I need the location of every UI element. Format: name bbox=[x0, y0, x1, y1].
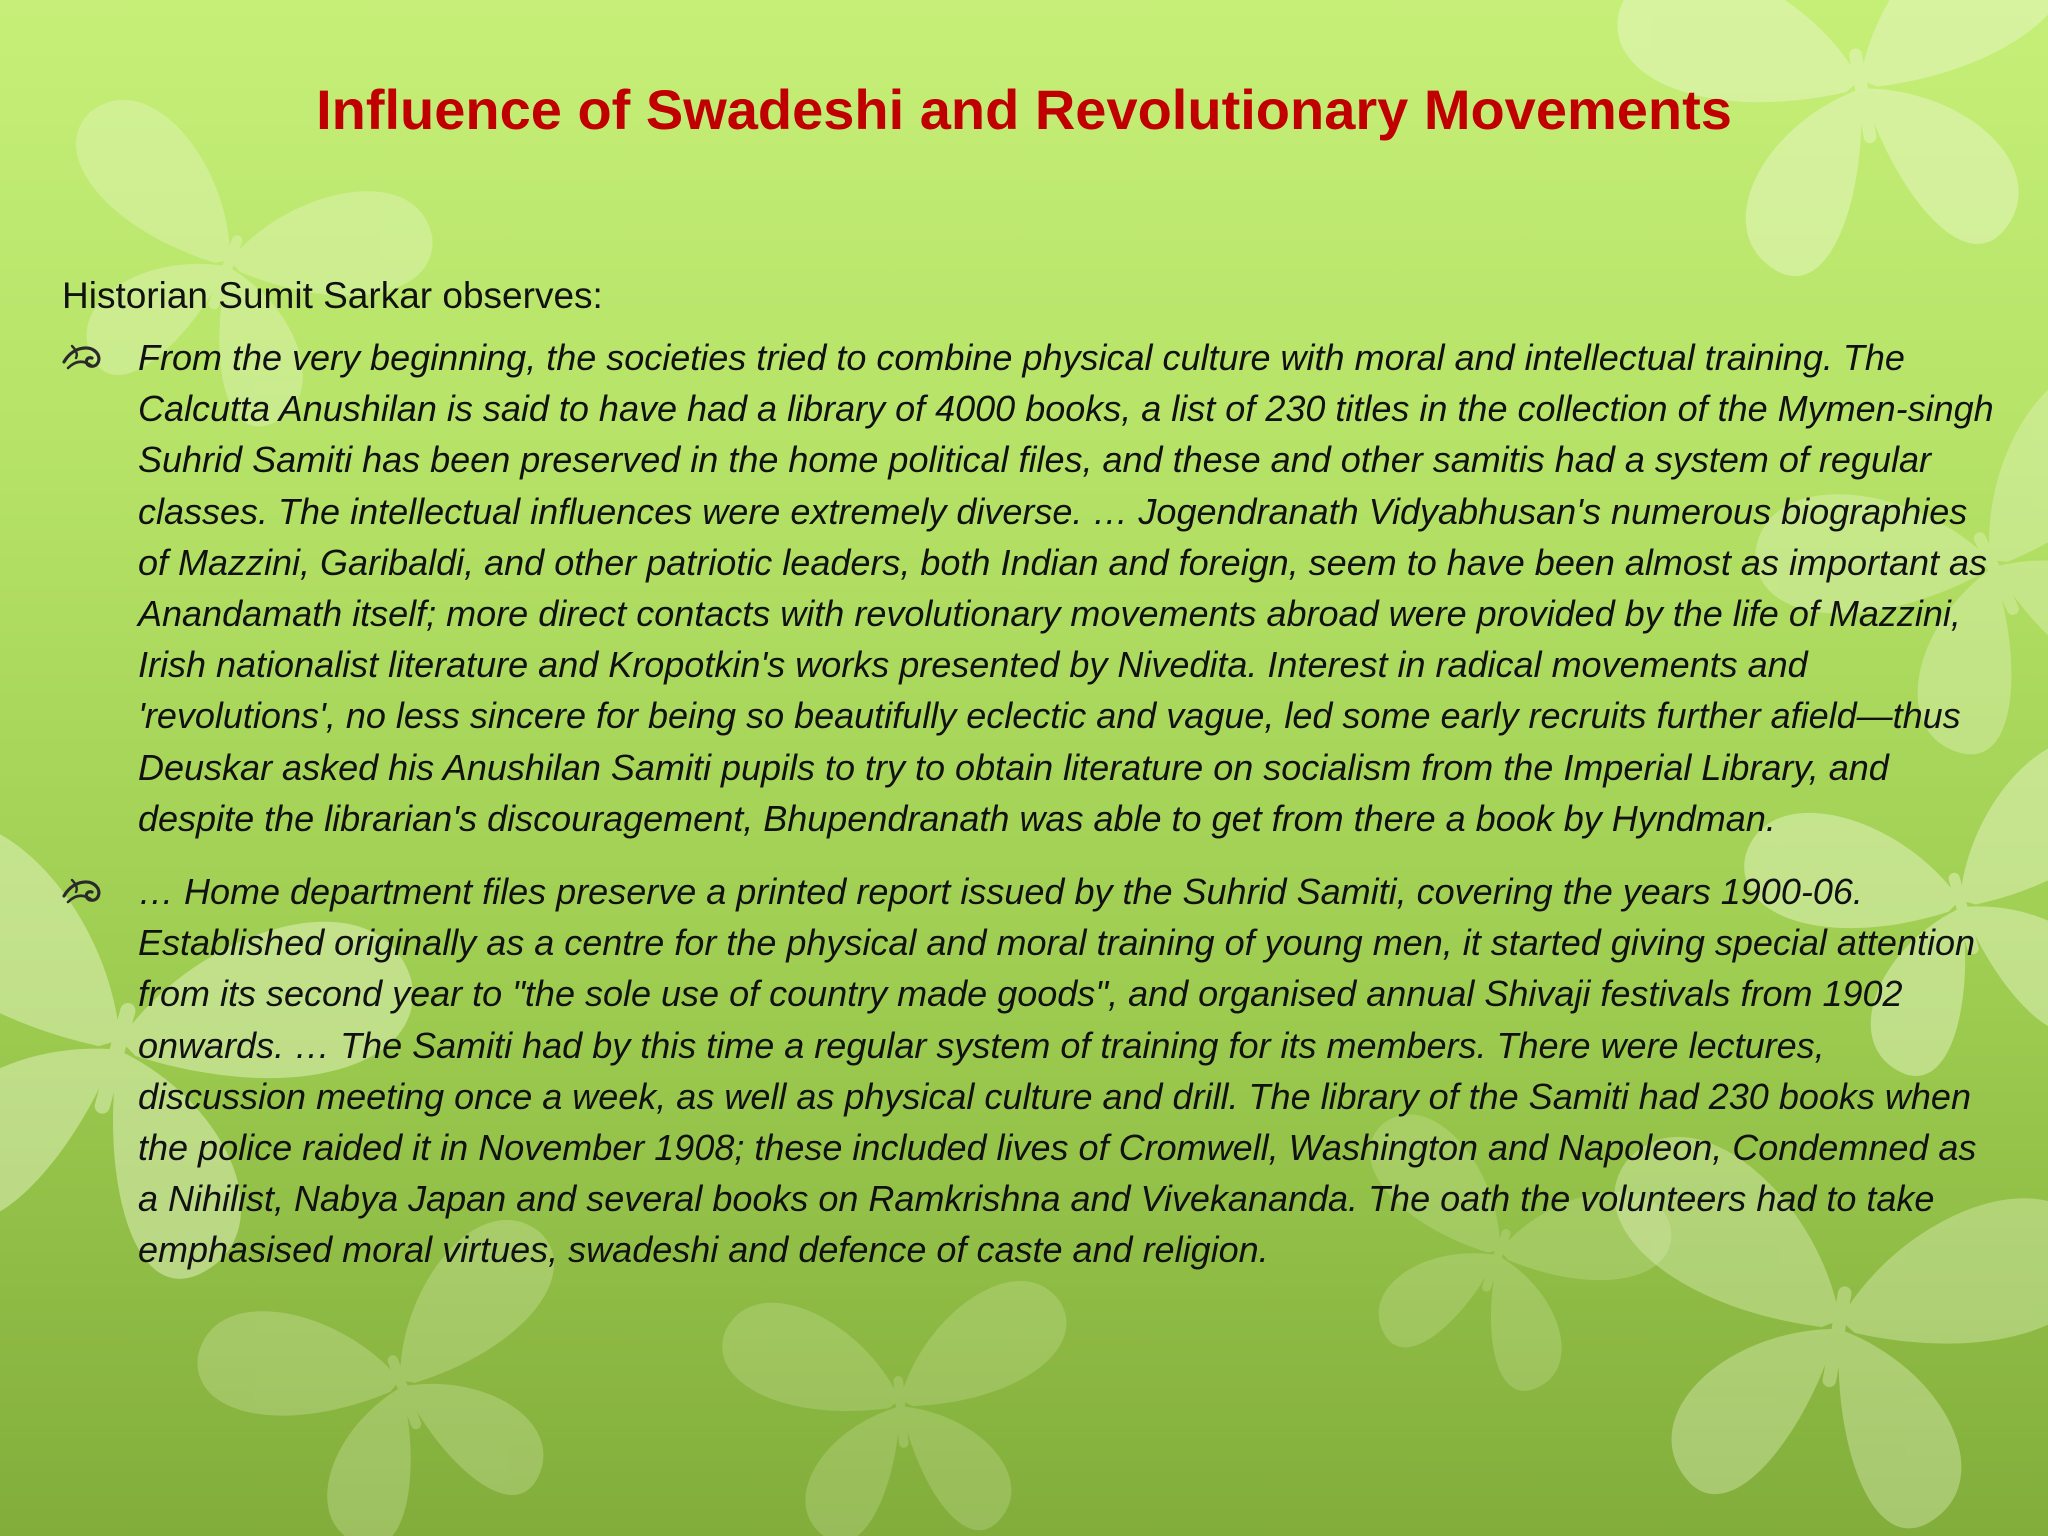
quote-bullet-2 bbox=[62, 866, 2002, 1276]
swirl-bullet-icon bbox=[62, 338, 106, 374]
butterfly-icon bbox=[719, 1277, 1084, 1536]
slide-body bbox=[62, 268, 2002, 1298]
quote-bullet-1 bbox=[62, 332, 2002, 844]
swirl-bullet-icon bbox=[62, 872, 106, 908]
slide-title: Influence of Swadeshi and Revolutionary Movements bbox=[316, 78, 1732, 141]
intro-text: Historian Sumit Sarkar observes: bbox=[62, 275, 603, 316]
quote-text: From the very beginning, the societies tried to combine physical culture with moral and intellectual training. The Calcutta Anushilan is said to have had a library of 4000 books, a list of 230 titles in the collection of the Mymen-singh Suhrid Samiti has been preserved in the home political files, and these and other samitis had a system of regular classes. The intellectual influences were extremely diverse. … Jogendranath Vidyabhusan's numerous biographies of Mazzini, Garibaldi, and other patriotic leaders, both Indian and foreign, seem to have been almost as important as Anandamath itself; more direct contacts with revolutionary movements abroad were provided by the life of Mazzini, Irish nationalist literature and Kropotkin's works presented by Nivedita. Interest in radical movements and 'revolutions', no less sincere for being so beautifully eclectic and vague, led some early recruits further afield—thus Deuskar asked his Anushilan Samiti pupils to try to obtain literature on socialism from the Imperial Library, and despite the librarian's discouragement, Bhupendranath was able to get from there a book by Hyndman. bbox=[138, 337, 1994, 839]
quote-text: … Home department files preserve a printed report issued by the Suhrid Samiti, covering the years 1900-06. Established originally as a centre for the physical and moral training of young men, it started giving special attention from its second year to "the sole use of country made goods", and organised annual Shivaji festivals from 1902 onwards. … The Samiti had by this time a regular system of training for its members. There were lectures, discussion meeting once a week, as well as physical culture and drill. The library of the Samiti had 230 books when the police raided it in November 1908; these included lives of Cromwell, Washington and Napoleon, Condemned as a Nihilist, Nabya Japan and several books on Ramkrishna and Vivekananda. The oath the volunteers had to take emphasised moral virtues, swadeshi and defence of caste and religion. bbox=[138, 871, 1977, 1271]
